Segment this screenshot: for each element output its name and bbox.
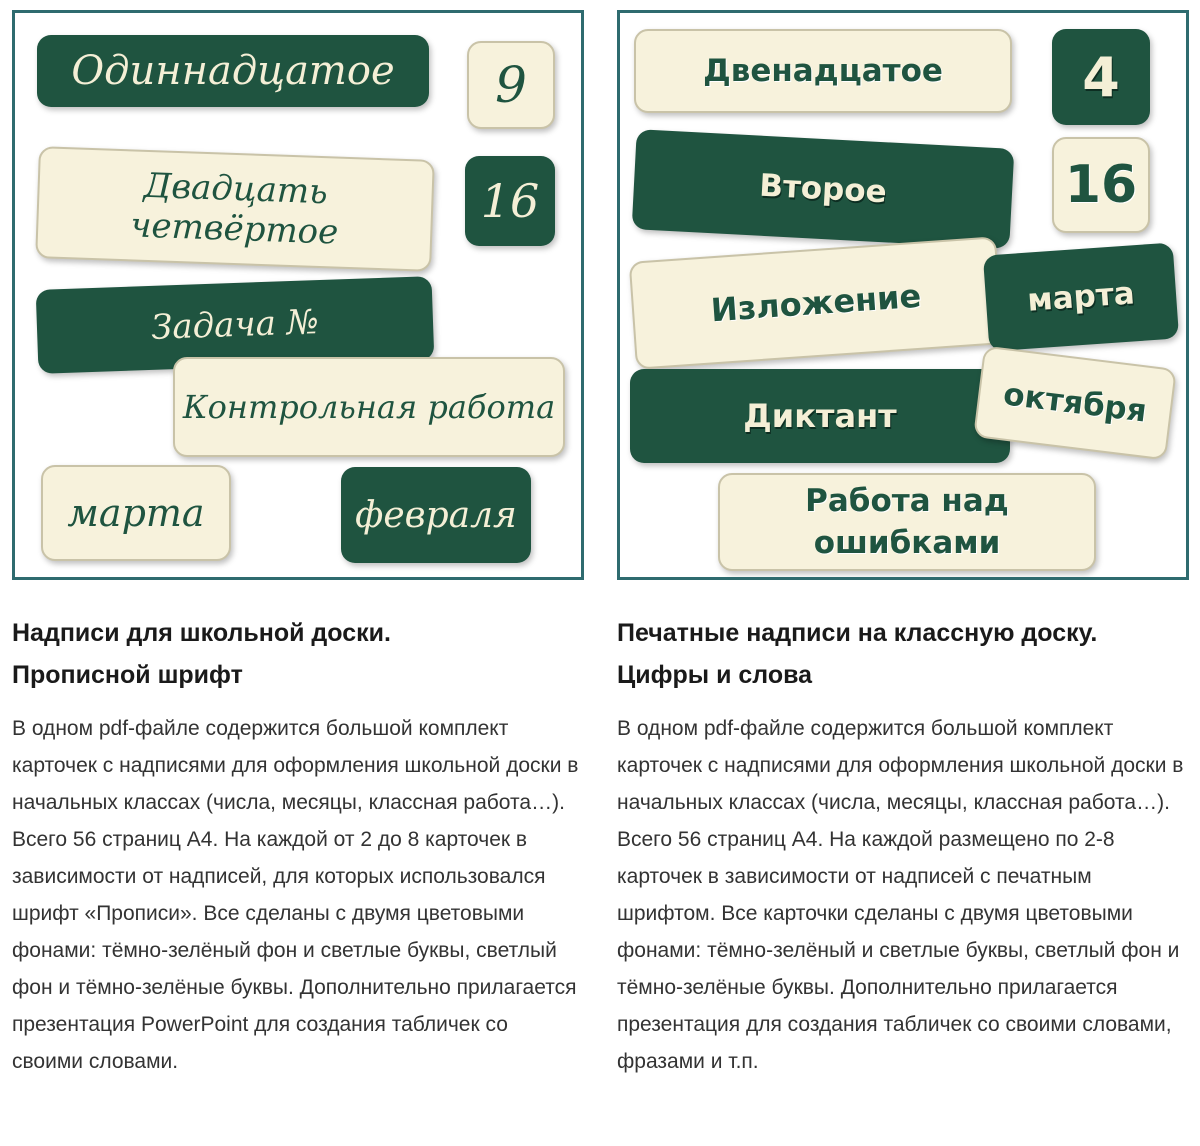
card-kontrolnaya-rabota: Контрольная работа xyxy=(173,357,565,457)
caption-script xyxy=(12,612,584,1080)
card-dvadtsat-chetvertoe: Двадцать четвёртое xyxy=(35,146,435,272)
title-line-1: Печатные надписи на классную доску. xyxy=(617,619,1098,647)
card-izlozhenie: Изложение xyxy=(629,236,1004,369)
product-title-script[interactable] xyxy=(12,612,584,696)
title-line-2: Цифры и слова xyxy=(617,661,813,689)
card-number-16-print: 16 xyxy=(1052,137,1150,233)
card-marta: марта xyxy=(41,465,231,561)
card-oktyabrya: октября xyxy=(973,346,1177,461)
title-line-1: Надписи для школьной доски. xyxy=(12,619,391,647)
card-zadacha: Задача № xyxy=(36,276,435,374)
product-description-script: В одном pdf-файле содержится большой комплект карточек с надписями для оформления школьной доски в начальных классах (числа, месяцы, классная работа…). Всего 56 страниц А4. На каждой от 2 до 8 карточек в зависимости от надписей, для которых использовался шрифт «Прописи». Все сделаны с двумя цветовыми фонами: тёмно-зелёный фон и светлые буквы, светлый фон и тёмно-зелёные буквы. Дополнительно прилагается презентация PowerPoint для создания табличек со своими словами. xyxy=(12,717,579,1073)
product-description-print: В одном pdf-файле содержится большой комплект карточек с надписями для оформления школьной доски в начальных классах (числа, месяцы, классная работа…). Всего 56 страниц А4. На каждой размещено по 2-8 карточек в зависимости от надписей с печатным шрифтом. Все карточки сделаны с двумя цветовыми фонами: тёмно-зелёный и светлые буквы, светлый фон и тёмно-зелёные буквы. Дополнительно прилагается презентация для создания табличек со своими словами, фразами и т.п. xyxy=(617,717,1184,1073)
card-vtoroe: Второе xyxy=(632,129,1015,249)
card-number-16: 16 xyxy=(465,156,555,246)
card-diktant: Диктант xyxy=(630,369,1010,463)
card-number-4: 4 xyxy=(1052,29,1150,125)
product-print-font[interactable] xyxy=(617,0,1189,1073)
card-rabota-nad-oshibkami: Работа над ошибками xyxy=(718,473,1096,571)
product-image-script[interactable] xyxy=(12,10,584,580)
product-script-font[interactable] xyxy=(12,0,584,1073)
product-image-print[interactable] xyxy=(617,10,1189,580)
card-odinnadtsatoe: Одиннадцатое xyxy=(37,35,429,107)
card-fevralya: февраля xyxy=(341,467,531,563)
card-number-9: 9 xyxy=(467,41,555,129)
caption-print xyxy=(617,612,1189,1080)
card-dvenadtsatoe: Двенадцатое xyxy=(634,29,1012,113)
title-line-2: Прописной шрифт xyxy=(12,661,243,689)
product-title-print[interactable] xyxy=(617,612,1189,696)
card-marta-print: марта xyxy=(983,242,1179,351)
